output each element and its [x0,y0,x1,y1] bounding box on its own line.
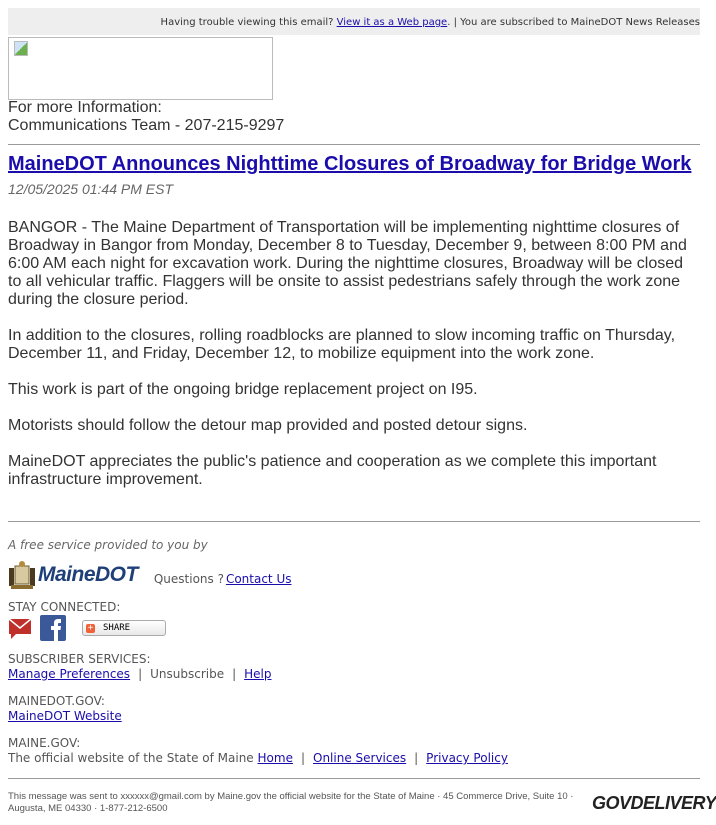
online-services-link[interactable]: Online Services [313,751,407,765]
free-service-text: A free service provided to you by [8,538,208,552]
trouble-text: Having trouble viewing this email? [160,17,337,28]
share-label: SHARE [103,623,131,633]
logo-row [8,560,292,590]
paragraph: In addition to the closures, rolling roadblocks are planned to slow incoming traffic on Thursday, December 11, and Friday, December 12, to mobilize equipment into the work zone. [8,327,676,362]
top-notice-bar [8,8,700,35]
article-title-link[interactable]: MaineDOT Announces Nighttime Closures of Broadway for Bridge Work [8,153,692,175]
subscriber-links: Manage Preferences | Unsubscribe | Help [8,667,272,681]
contact-phone: Communications Team - 207-215-9297 [8,117,285,134]
privacy-policy-link[interactable]: Privacy Policy [426,751,508,765]
mainedot-logo: MaineDOT [38,563,138,586]
govdelivery-logo: GOVDELIVERY [592,793,716,813]
plus-icon: + [87,622,94,633]
questions-label: Questions ? [153,572,224,586]
article-body [8,219,700,507]
maine-gov-links: The official website of the State of Maine Home | Online Services | Privacy Policy [8,751,508,765]
official-site-text: The official website of the State of Maine [8,751,258,765]
paragraph: This work is part of the ongoing bridge replacement project on I95. [8,381,478,398]
divider [8,144,700,145]
view-web-page-link[interactable]: View it as a Web page [336,17,448,28]
share-button[interactable] [82,620,166,636]
sent-message: This message was sent to xxxxxx@gmail.com by Maine.gov the official website for the State of Maine · 45 Commerce Drive, Suite 10 · Augusta, ME 04330 · 1-877-212-6500 [8,791,574,814]
contact-us-link[interactable]: Contact Us [225,572,292,586]
divider [8,521,700,522]
article-date: 12/05/2025 01:44 PM EST [8,181,173,197]
paragraph: BANGOR - The Maine Department of Transportation will be implementing nighttime closures of Broadway in Bangor from Monday, December 8 to Tuesday, December 9, between 8:00 PM and 6:00 AM each night for excavation work. During the nighttime closures, Broadway will be closed to all vehicular traffic. Flaggers will be onsite to assist pedestrians safely through the work zone during the closure period. [8,219,687,308]
broken-header-image [8,37,273,100]
home-link[interactable]: Home [257,751,293,765]
paragraph: MaineDOT appreciates the public's patience and cooperation as we complete this important infrastructure improvement. [8,453,657,488]
facebook-icon[interactable] [40,615,66,641]
email-icon[interactable] [8,616,32,640]
help-link[interactable]: Help [244,667,272,681]
unsubscribe-text[interactable]: Unsubscribe [150,667,225,681]
contact-info [8,99,284,135]
divider [8,778,700,779]
paragraph: Motorists should follow the detour map provided and posted detour signs. [8,417,528,434]
subscriber-services-label: SUBSCRIBER SERVICES: [8,652,151,666]
maine-gov-label: MAINE.GOV: [8,736,81,750]
mainedot-gov-label: MAINEDOT.GOV: [8,694,105,708]
subscribed-text: . | You are subscribed to MaineDOT News Releases [447,17,700,28]
broken-image-icon [14,41,28,56]
maine-seal-icon [8,560,36,590]
social-row [8,615,166,641]
info-label: For more Information: [8,99,162,116]
stay-connected-label: STAY CONNECTED: [8,600,121,614]
mainedot-website-link[interactable]: MaineDOT Website [8,709,122,723]
manage-preferences-link[interactable]: Manage Preferences [8,667,131,681]
